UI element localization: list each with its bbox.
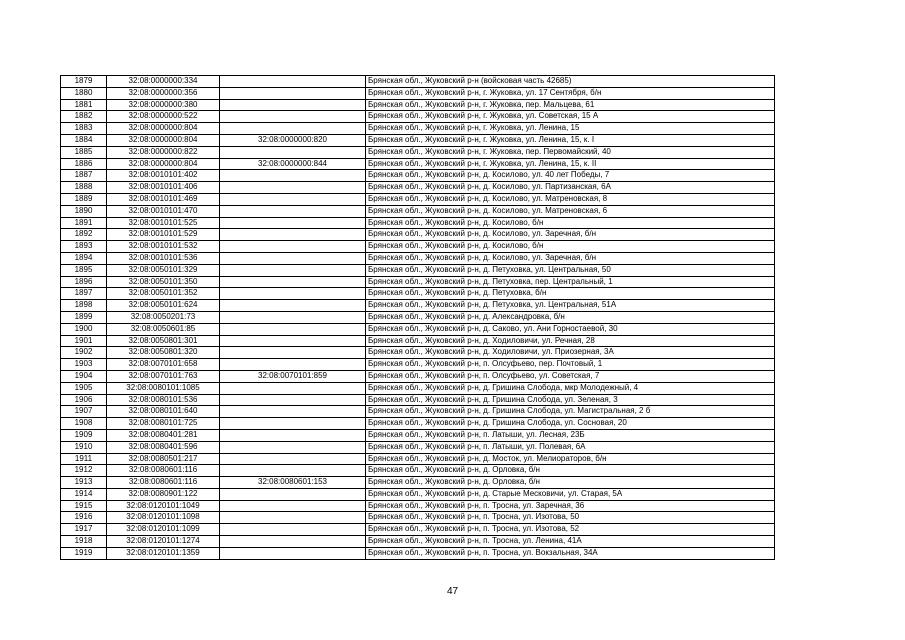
related-cadastral-number-cell bbox=[220, 347, 366, 359]
related-cadastral-number-cell bbox=[220, 111, 366, 123]
cadastral-number-cell: 32:08:0080101:1085 bbox=[107, 382, 220, 394]
related-cadastral-number-cell bbox=[220, 453, 366, 465]
cadastral-number-cell: 32:08:0080501:217 bbox=[107, 453, 220, 465]
row-number-cell: 1889 bbox=[61, 193, 107, 205]
address-cell: Брянская обл., Жуковский р-н, д. Мосток, ул. Мелиораторов, б/н bbox=[366, 453, 775, 465]
cadastral-number-cell: 32:08:0010101:525 bbox=[107, 217, 220, 229]
related-cadastral-number-cell bbox=[220, 205, 366, 217]
cadastral-number-cell: 32:08:0120101:1274 bbox=[107, 536, 220, 548]
cadastral-number-cell: 32:08:0120101:1359 bbox=[107, 547, 220, 559]
related-cadastral-number-cell bbox=[220, 217, 366, 229]
row-number-cell: 1888 bbox=[61, 182, 107, 194]
table-row bbox=[61, 512, 775, 524]
address-cell: Брянская обл., Жуковский р-н, д. Гришина Слобода, ул. Магистральная, 2 б bbox=[366, 406, 775, 418]
row-number-cell: 1910 bbox=[61, 441, 107, 453]
related-cadastral-number-cell bbox=[220, 418, 366, 430]
related-cadastral-number-cell: 32:08:0000000:844 bbox=[220, 158, 366, 170]
table-row bbox=[61, 477, 775, 489]
cadastral-number-cell: 32:08:0010101:402 bbox=[107, 170, 220, 182]
row-number-cell: 1897 bbox=[61, 288, 107, 300]
table-row bbox=[61, 123, 775, 135]
cadastral-number-cell: 32:08:0050801:301 bbox=[107, 335, 220, 347]
table-row bbox=[61, 335, 775, 347]
cadastral-number-cell: 32:08:0080401:596 bbox=[107, 441, 220, 453]
address-cell: Брянская обл., Жуковский р-н, д. Косилово, б/н bbox=[366, 217, 775, 229]
address-cell: Брянская обл., Жуковский р-н, д. Косилово, ул. Партизанская, 6А bbox=[366, 182, 775, 194]
registry-table-body bbox=[61, 76, 775, 560]
cadastral-number-cell: 32:08:0080601:116 bbox=[107, 465, 220, 477]
address-cell: Брянская обл., Жуковский р-н, п. Тросна, ул. Вокзальная, 34А bbox=[366, 547, 775, 559]
cadastral-number-cell: 32:08:0000000:822 bbox=[107, 146, 220, 158]
cadastral-number-cell: 32:08:0080901:122 bbox=[107, 488, 220, 500]
page-number: 47 bbox=[446, 586, 459, 597]
related-cadastral-number-cell bbox=[220, 264, 366, 276]
table-row bbox=[61, 394, 775, 406]
row-number-cell: 1901 bbox=[61, 335, 107, 347]
cadastral-number-cell: 32:08:0010101:406 bbox=[107, 182, 220, 194]
related-cadastral-number-cell bbox=[220, 76, 366, 88]
address-cell: Брянская обл., Жуковский р-н, п. Латыши, ул. Полевая, 6А bbox=[366, 441, 775, 453]
address-cell: Брянская обл., Жуковский р-н, д. Орловка, б/н bbox=[366, 465, 775, 477]
address-cell: Брянская обл., Жуковский р-н, д. Косилово, ул. Матреновская, 8 bbox=[366, 193, 775, 205]
table-row bbox=[61, 158, 775, 170]
address-cell: Брянская обл., Жуковский р-н, г. Жуковка, ул. 17 Сентября, б/н bbox=[366, 87, 775, 99]
address-cell: Брянская обл., Жуковский р-н, д. Косилово, ул. Матреновская, 6 bbox=[366, 205, 775, 217]
cadastral-number-cell: 32:08:0070101:658 bbox=[107, 359, 220, 371]
row-number-cell: 1886 bbox=[61, 158, 107, 170]
related-cadastral-number-cell bbox=[220, 311, 366, 323]
related-cadastral-number-cell bbox=[220, 512, 366, 524]
cadastral-number-cell: 32:08:0120101:1098 bbox=[107, 512, 220, 524]
address-cell: Брянская обл., Жуковский р-н, д. Косилово, ул. 40 лет Победы, 7 bbox=[366, 170, 775, 182]
cadastral-number-cell: 32:08:0010101:536 bbox=[107, 252, 220, 264]
related-cadastral-number-cell bbox=[220, 146, 366, 158]
row-number-cell: 1915 bbox=[61, 500, 107, 512]
address-cell: Брянская обл., Жуковский р-н, д. Ходиловичи, ул. Речная, 28 bbox=[366, 335, 775, 347]
row-number-cell: 1890 bbox=[61, 205, 107, 217]
related-cadastral-number-cell bbox=[220, 382, 366, 394]
row-number-cell: 1885 bbox=[61, 146, 107, 158]
address-cell: Брянская обл., Жуковский р-н, д. Александровка, б/н bbox=[366, 311, 775, 323]
address-cell: Брянская обл., Жуковский р-н, п. Тросна, ул. Изотова, 52 bbox=[366, 524, 775, 536]
cadastral-number-cell: 32:08:0010101:470 bbox=[107, 205, 220, 217]
table-row bbox=[61, 134, 775, 146]
address-cell: Брянская обл., Жуковский р-н, п. Тросна, ул. Ленина, 41А bbox=[366, 536, 775, 548]
table-row bbox=[61, 536, 775, 548]
related-cadastral-number-cell bbox=[220, 547, 366, 559]
table-row bbox=[61, 182, 775, 194]
address-cell: Брянская обл., Жуковский р-н, д. Гришина Слобода, ул. Сосновая, 20 bbox=[366, 418, 775, 430]
address-cell: Брянская обл., Жуковский р-н, п. Олсуфьево, ул. Советская, 7 bbox=[366, 370, 775, 382]
cadastral-number-cell: 32:08:0000000:356 bbox=[107, 87, 220, 99]
table-row bbox=[61, 323, 775, 335]
related-cadastral-number-cell bbox=[220, 241, 366, 253]
related-cadastral-number-cell: 32:08:0080601:153 bbox=[220, 477, 366, 489]
table-row bbox=[61, 205, 775, 217]
row-number-cell: 1879 bbox=[61, 76, 107, 88]
related-cadastral-number-cell bbox=[220, 276, 366, 288]
row-number-cell: 1912 bbox=[61, 465, 107, 477]
table-row bbox=[61, 441, 775, 453]
row-number-cell: 1919 bbox=[61, 547, 107, 559]
related-cadastral-number-cell bbox=[220, 87, 366, 99]
related-cadastral-number-cell bbox=[220, 335, 366, 347]
related-cadastral-number-cell bbox=[220, 359, 366, 371]
address-cell: Брянская обл., Жуковский р-н, д. Орловка, б/н bbox=[366, 477, 775, 489]
table-row bbox=[61, 217, 775, 229]
row-number-cell: 1898 bbox=[61, 300, 107, 312]
cadastral-number-cell: 32:08:0050101:350 bbox=[107, 276, 220, 288]
row-number-cell: 1887 bbox=[61, 170, 107, 182]
row-number-cell: 1891 bbox=[61, 217, 107, 229]
table-row bbox=[61, 500, 775, 512]
address-cell: Брянская обл., Жуковский р-н, д. Гришина Слобода, ул. Зеленая, 3 bbox=[366, 394, 775, 406]
address-cell: Брянская обл., Жуковский р-н, д. Ходиловичи, ул. Приозерная, 3А bbox=[366, 347, 775, 359]
cadastral-number-cell: 32:08:0050101:352 bbox=[107, 288, 220, 300]
row-number-cell: 1909 bbox=[61, 429, 107, 441]
table-row bbox=[61, 288, 775, 300]
cadastral-number-cell: 32:08:0010101:529 bbox=[107, 229, 220, 241]
table-row bbox=[61, 488, 775, 500]
table-row bbox=[61, 264, 775, 276]
row-number-cell: 1918 bbox=[61, 536, 107, 548]
registry-table bbox=[60, 75, 775, 560]
cadastral-number-cell: 32:08:0000000:804 bbox=[107, 158, 220, 170]
cadastral-number-cell: 32:08:0070101:763 bbox=[107, 370, 220, 382]
table-row bbox=[61, 465, 775, 477]
row-number-cell: 1902 bbox=[61, 347, 107, 359]
row-number-cell: 1881 bbox=[61, 99, 107, 111]
related-cadastral-number-cell bbox=[220, 394, 366, 406]
table-row bbox=[61, 429, 775, 441]
related-cadastral-number-cell bbox=[220, 170, 366, 182]
table-row bbox=[61, 170, 775, 182]
related-cadastral-number-cell bbox=[220, 406, 366, 418]
table-row bbox=[61, 111, 775, 123]
address-cell: Брянская обл., Жуковский р-н, п. Олсуфьево, пер. Почтовый, 1 bbox=[366, 359, 775, 371]
address-cell: Брянская обл., Жуковский р-н, п. Тросна, ул. Изотова, 50 bbox=[366, 512, 775, 524]
address-cell: Брянская обл., Жуковский р-н, г. Жуковка, ул. Ленина, 15 bbox=[366, 123, 775, 135]
table-row bbox=[61, 382, 775, 394]
related-cadastral-number-cell bbox=[220, 500, 366, 512]
cadastral-number-cell: 32:08:0010101:469 bbox=[107, 193, 220, 205]
related-cadastral-number-cell bbox=[220, 323, 366, 335]
address-cell: Брянская обл., Жуковский р-н, г. Жуковка, пер. Первомайский, 40 bbox=[366, 146, 775, 158]
table-row bbox=[61, 276, 775, 288]
address-cell: Брянская обл., Жуковский р-н, г. Жуковка, пер. Мальцева, 61 bbox=[366, 99, 775, 111]
table-row bbox=[61, 193, 775, 205]
row-number-cell: 1899 bbox=[61, 311, 107, 323]
row-number-cell: 1913 bbox=[61, 477, 107, 489]
address-cell: Брянская обл., Жуковский р-н, д. Петуховка, б/н bbox=[366, 288, 775, 300]
related-cadastral-number-cell bbox=[220, 182, 366, 194]
row-number-cell: 1880 bbox=[61, 87, 107, 99]
table-row bbox=[61, 146, 775, 158]
cadastral-number-cell: 32:08:0010101:532 bbox=[107, 241, 220, 253]
address-cell: Брянская обл., Жуковский р-н, д. Косилово, б/н bbox=[366, 241, 775, 253]
table-row bbox=[61, 300, 775, 312]
related-cadastral-number-cell bbox=[220, 524, 366, 536]
related-cadastral-number-cell: 32:08:0000000:820 bbox=[220, 134, 366, 146]
related-cadastral-number-cell bbox=[220, 465, 366, 477]
address-cell: Брянская обл., Жуковский р-н, д. Гришина Слобода, мкр Молодежный, 4 bbox=[366, 382, 775, 394]
table-row bbox=[61, 453, 775, 465]
table-row bbox=[61, 252, 775, 264]
table-row bbox=[61, 524, 775, 536]
row-number-cell: 1903 bbox=[61, 359, 107, 371]
address-cell: Брянская обл., Жуковский р-н, п. Тросна, ул. Заречная, 36 bbox=[366, 500, 775, 512]
address-cell: Брянская обл., Жуковский р-н, д. Петуховка, пер. Центральный, 1 bbox=[366, 276, 775, 288]
cadastral-number-cell: 32:08:0000000:804 bbox=[107, 123, 220, 135]
row-number-cell: 1907 bbox=[61, 406, 107, 418]
row-number-cell: 1904 bbox=[61, 370, 107, 382]
cadastral-number-cell: 32:08:0120101:1049 bbox=[107, 500, 220, 512]
address-cell: Брянская обл., Жуковский р-н, д. Косилово, ул. Заречная, б/н bbox=[366, 252, 775, 264]
row-number-cell: 1914 bbox=[61, 488, 107, 500]
address-cell: Брянская обл., Жуковский р-н, г. Жуковка, ул. Ленина, 15, к. I bbox=[366, 134, 775, 146]
row-number-cell: 1911 bbox=[61, 453, 107, 465]
table-row bbox=[61, 359, 775, 371]
related-cadastral-number-cell: 32:08:0070101:859 bbox=[220, 370, 366, 382]
cadastral-number-cell: 32:08:0050201:73 bbox=[107, 311, 220, 323]
row-number-cell: 1896 bbox=[61, 276, 107, 288]
row-number-cell: 1906 bbox=[61, 394, 107, 406]
related-cadastral-number-cell bbox=[220, 488, 366, 500]
table-row bbox=[61, 87, 775, 99]
table-row bbox=[61, 76, 775, 88]
address-cell: Брянская обл., Жуковский р-н (войсковая часть 42685) bbox=[366, 76, 775, 88]
table-row bbox=[61, 418, 775, 430]
row-number-cell: 1884 bbox=[61, 134, 107, 146]
table-row bbox=[61, 406, 775, 418]
related-cadastral-number-cell bbox=[220, 193, 366, 205]
row-number-cell: 1916 bbox=[61, 512, 107, 524]
related-cadastral-number-cell bbox=[220, 429, 366, 441]
row-number-cell: 1900 bbox=[61, 323, 107, 335]
cadastral-number-cell: 32:08:0050101:624 bbox=[107, 300, 220, 312]
table-row bbox=[61, 241, 775, 253]
row-number-cell: 1917 bbox=[61, 524, 107, 536]
cadastral-number-cell: 32:08:0050801:320 bbox=[107, 347, 220, 359]
related-cadastral-number-cell bbox=[220, 300, 366, 312]
row-number-cell: 1905 bbox=[61, 382, 107, 394]
row-number-cell: 1895 bbox=[61, 264, 107, 276]
row-number-cell: 1893 bbox=[61, 241, 107, 253]
table-row bbox=[61, 229, 775, 241]
cadastral-number-cell: 32:08:0050601:85 bbox=[107, 323, 220, 335]
cadastral-number-cell: 32:08:0080401:281 bbox=[107, 429, 220, 441]
address-cell: Брянская обл., Жуковский р-н, г. Жуковка, ул. Советская, 15 А bbox=[366, 111, 775, 123]
related-cadastral-number-cell bbox=[220, 123, 366, 135]
related-cadastral-number-cell bbox=[220, 441, 366, 453]
cadastral-number-cell: 32:08:0000000:804 bbox=[107, 134, 220, 146]
row-number-cell: 1892 bbox=[61, 229, 107, 241]
address-cell: Брянская обл., Жуковский р-н, д. Саково, ул. Ани Горностаевой, 30 bbox=[366, 323, 775, 335]
cadastral-number-cell: 32:08:0080101:640 bbox=[107, 406, 220, 418]
row-number-cell: 1908 bbox=[61, 418, 107, 430]
row-number-cell: 1894 bbox=[61, 252, 107, 264]
table-row bbox=[61, 311, 775, 323]
address-cell: Брянская обл., Жуковский р-н, г. Жуковка, ул. Ленина, 15, к. II bbox=[366, 158, 775, 170]
related-cadastral-number-cell bbox=[220, 252, 366, 264]
related-cadastral-number-cell bbox=[220, 99, 366, 111]
row-number-cell: 1883 bbox=[61, 123, 107, 135]
cadastral-number-cell: 32:08:0120101:1099 bbox=[107, 524, 220, 536]
related-cadastral-number-cell bbox=[220, 536, 366, 548]
address-cell: Брянская обл., Жуковский р-н, д. Петуховка, ул. Центральная, 51А bbox=[366, 300, 775, 312]
table-row bbox=[61, 347, 775, 359]
cadastral-number-cell: 32:08:0000000:380 bbox=[107, 99, 220, 111]
cadastral-number-cell: 32:08:0000000:522 bbox=[107, 111, 220, 123]
cadastral-number-cell: 32:08:0080101:725 bbox=[107, 418, 220, 430]
table-row bbox=[61, 547, 775, 559]
address-cell: Брянская обл., Жуковский р-н, д. Петуховка, ул. Центральная, 50 bbox=[366, 264, 775, 276]
row-number-cell: 1882 bbox=[61, 111, 107, 123]
address-cell: Брянская обл., Жуковский р-н, п. Латыши, ул. Лесная, 23Б bbox=[366, 429, 775, 441]
table-row bbox=[61, 370, 775, 382]
table-row bbox=[61, 99, 775, 111]
cadastral-number-cell: 32:08:0080601:116 bbox=[107, 477, 220, 489]
cadastral-number-cell: 32:08:0080101:536 bbox=[107, 394, 220, 406]
related-cadastral-number-cell bbox=[220, 229, 366, 241]
related-cadastral-number-cell bbox=[220, 288, 366, 300]
address-cell: Брянская обл., Жуковский р-н, д. Косилово, ул. Заречная, б/н bbox=[366, 229, 775, 241]
cadastral-number-cell: 32:08:0050101:329 bbox=[107, 264, 220, 276]
address-cell: Брянская обл., Жуковский р-н, д. Старые Месковичи, ул. Старая, 5А bbox=[366, 488, 775, 500]
cadastral-number-cell: 32:08:0000000:334 bbox=[107, 76, 220, 88]
